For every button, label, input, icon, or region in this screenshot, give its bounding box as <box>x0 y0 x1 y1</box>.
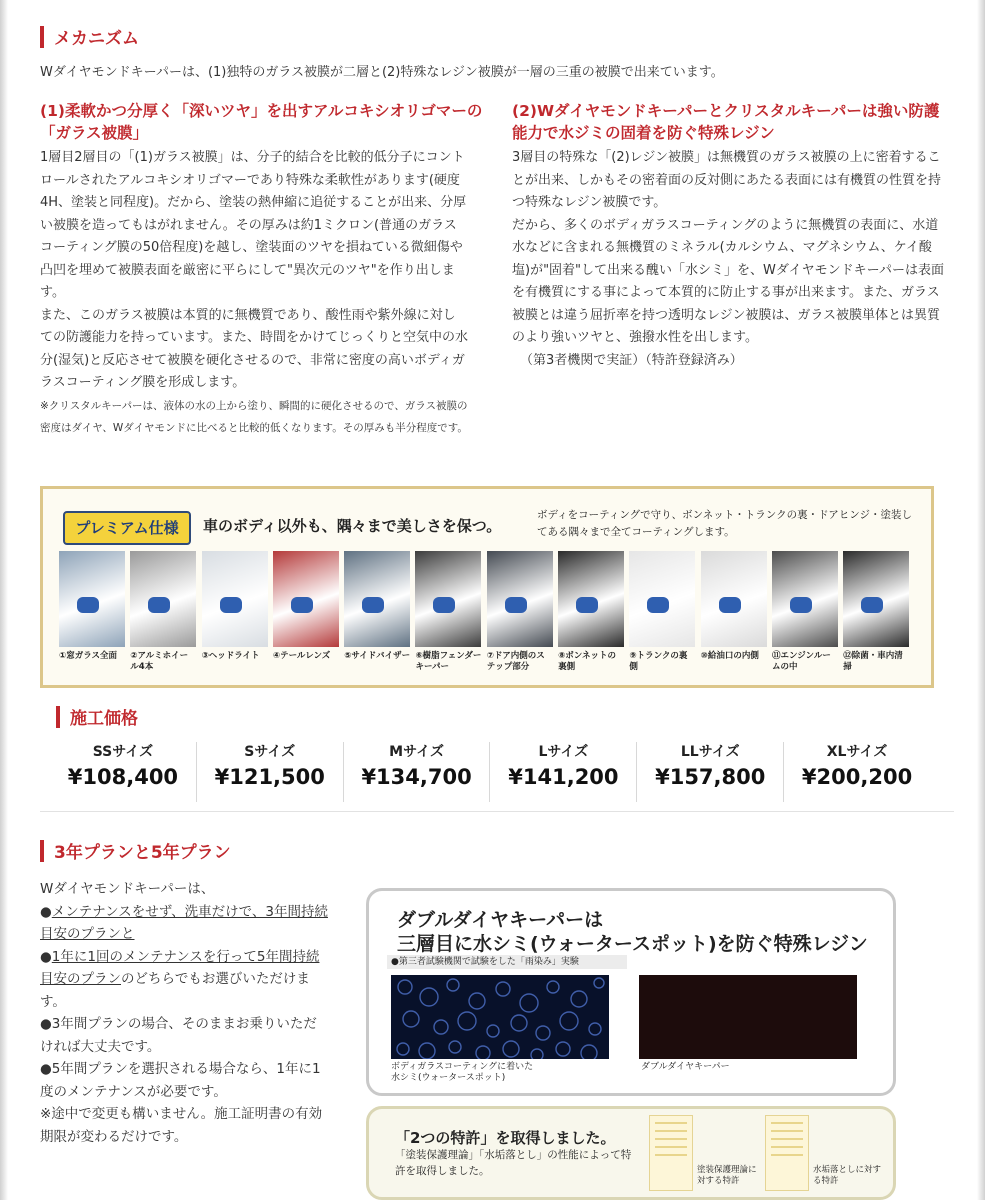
price-item <box>197 742 344 802</box>
premium-item <box>273 551 339 673</box>
certificate-image <box>765 1115 809 1191</box>
premium-item-photo <box>558 551 624 647</box>
premium-description: ボディをコーティングで守り、ボンネット・トランクの裏・ドアヒンジ・塗装してある隅々まで全てコーティングします。 <box>537 509 913 538</box>
premium-item-label: ⑤サイドバイザー <box>344 651 411 661</box>
premium-item-photo <box>843 551 909 647</box>
price-size: Lサイズ <box>538 744 589 760</box>
col1-body <box>40 147 468 439</box>
price-item <box>50 742 197 802</box>
price-size: Mサイズ <box>389 744 444 760</box>
premium-banner <box>40 486 934 688</box>
price-size: Sサイズ <box>244 744 296 760</box>
water-spot-photo <box>391 975 609 1059</box>
premium-item-label: ⑩給油口の内側 <box>700 651 759 661</box>
page-edge-right <box>977 0 985 1200</box>
panel-title-line2: 三層目に水シミ(ウォータースポット)を防ぐ特殊レジン <box>397 933 868 955</box>
premium-item-label: ⑥樹脂フェンダーキーパー <box>415 651 482 672</box>
panel-title-line1: ダブルダイヤキーパーは <box>397 909 604 931</box>
price-list <box>50 742 930 802</box>
plan-bullet-2-rest: のどちらでもお選びいただけます。 <box>40 971 310 1010</box>
price-item <box>490 742 637 802</box>
premium-item <box>701 551 767 673</box>
divider <box>40 811 954 812</box>
premium-item <box>558 551 624 673</box>
price-amount: ¥121,500 <box>214 765 325 789</box>
price-item <box>637 742 784 802</box>
section-title: 3年プランと5年プラン <box>54 843 231 863</box>
patent-description: 「塗装保護理論」「水垢落とし」の性能によって特許を取得しました。 <box>395 1149 632 1177</box>
patent-title: 「2つの特許」を取得しました。 <box>395 1129 616 1147</box>
plans-body <box>40 878 330 1148</box>
page-edge-left <box>0 0 8 1200</box>
price-amount: ¥141,200 <box>508 765 619 789</box>
heading-accent-bar <box>40 840 44 862</box>
premium-badge: プレミアム仕様 <box>63 511 191 545</box>
premium-item <box>59 551 125 673</box>
premium-item <box>130 551 196 673</box>
bullet: ● <box>40 948 52 965</box>
test-note: ●第三者試験機関で試験をした「雨染み」実験 <box>391 957 579 967</box>
section-heading-mechanism <box>40 24 139 49</box>
plan-bullet-4: ●5年間プランを選択される場合なら、1年に1度のメンテナンスが必要です。 <box>40 1061 321 1100</box>
premium-photo-row <box>59 551 915 673</box>
double-diamond-sample-photo <box>639 975 857 1059</box>
premium-tagline: 車のボディ以外も、隅々まで美しさを保つ。 <box>203 517 502 535</box>
price-amount: ¥134,700 <box>361 765 472 789</box>
premium-item-label: ⑧ボンネットの裏側 <box>558 651 617 672</box>
heading-accent-bar <box>40 26 44 48</box>
col1-title: (1)柔軟かつ分厚く「深いツヤ」を出すアルコキシオリゴマーの「ガラス被膜」 <box>40 102 483 142</box>
premium-item-photo <box>130 551 196 647</box>
plan-note: ※途中で変更も構いません。施工証明書の有効期限が変わるだけです。 <box>40 1106 323 1145</box>
double-diamond-panel <box>366 888 896 1096</box>
certificate-caption: 水垢落としに対する特許 <box>813 1165 882 1186</box>
premium-item-label: ⑨トランクの裏側 <box>629 651 688 672</box>
price-amount: ¥157,800 <box>655 765 766 789</box>
double-diamond-caption: ダブルダイヤキーパー <box>641 1062 730 1072</box>
water-spot-caption: ボディガラスコーティングに着いた水シミ(ウォータースポット) <box>391 1062 534 1083</box>
premium-item-label: ⑫除菌・車内清掃 <box>843 651 903 672</box>
price-item <box>344 742 491 802</box>
col2-paragraph-3: （第3者機関で実証）（特許登録済み） <box>520 352 743 368</box>
water-spot-texture <box>391 975 609 1059</box>
price-size: XLサイズ <box>826 744 888 760</box>
section-title: メカニズム <box>54 29 139 49</box>
premium-item-photo <box>415 551 481 647</box>
premium-item-photo <box>59 551 125 647</box>
premium-item-label: ③ヘッドライト <box>201 651 260 661</box>
premium-item <box>415 551 481 673</box>
premium-item-label: ④テールレンズ <box>272 651 331 661</box>
premium-item-label: ①窓ガラス全面 <box>59 651 117 661</box>
price-amount: ¥200,200 <box>801 765 913 789</box>
premium-item <box>344 551 410 673</box>
mechanism-intro: Wダイヤモンドキーパーは、(1)独特のガラス被膜が二層と(2)特殊なレジン被膜が一層の三重の被膜で出来ています。 <box>40 65 724 80</box>
col2-paragraph-1: 3層目の特殊な「(2)レジン被膜」は無機質のガラス被膜の上に密着することが出来、しかもその密着面の反対側にあたる表面には有機質の性質を持つ特殊なレジン被膜です。 <box>512 150 942 210</box>
col2-paragraph-2: だから、多くのボディガラスコーティングのように無機質の表面に、水道水などに含まれる無機質のミネラル(カルシウム、マグネシウム、ケイ酸塩)が"固着"して出来る醜い「水シミ」を、Wダイヤモンドキーパーは表面を有機質にする事によって本質的に防止する事が出来ます。また、ガラス被膜とは違う屈折率を持つ透明なレジン被膜は、ガラス被膜単体とは異質のより強いツヤと、強撥水性を出します。 <box>512 217 944 345</box>
col2-title: (2)Wダイヤモンドキーパーとクリスタルキーパーは強い防護能力で水ジミの固着を防ぐ特殊レジン <box>512 102 940 142</box>
premium-item-photo <box>202 551 268 647</box>
plan-bullet-3: ●3年間プランの場合、そのままお乗りいただければ大丈夫です。 <box>40 1016 317 1055</box>
heading-accent-bar <box>56 706 60 728</box>
premium-item-photo <box>273 551 339 647</box>
section-title: 施工価格 <box>70 709 138 729</box>
price-item <box>784 742 930 802</box>
certificate-caption: 塗装保護理論に対する特許 <box>697 1165 757 1186</box>
premium-item-photo <box>629 551 695 647</box>
premium-item <box>202 551 268 673</box>
premium-item <box>629 551 695 673</box>
price-amount: ¥108,400 <box>67 765 179 789</box>
premium-item-photo <box>344 551 410 647</box>
five-year-plan-link[interactable]: 1年に1回のメンテナンスを行って5年間持続目安のプラン <box>40 948 320 987</box>
col1-paragraph-2: また、このガラス被膜は本質的に無機質であり、酸性雨や紫外線に対しての防護能力を持っています。また、時間をかけてじっくりと空気中の水分(湿気)と反応させて被膜を硬化させるので、非常に密度の高いボディガラスコーティング膜を形成します。 <box>40 307 468 390</box>
premium-item-photo <box>772 551 838 647</box>
section-heading-pricing <box>56 704 138 729</box>
three-year-plan-link[interactable]: メンテナンスをせず、洗車だけで、3年間持続目安のプランと <box>40 903 328 942</box>
premium-item-photo <box>701 551 767 647</box>
plan-bullet-2 <box>40 946 330 1014</box>
col1-paragraph-1: 1層目2層目の「(1)ガラス被膜」は、分子的結合を比較的低分子にコントロールされたアルコキシオリゴマーであり特殊な柔軟性があります(硬度4H、塗装と同程度)。だから、塗装の熱伸縮に追従することが出来、分厚い被膜を造ってもはがれません。その厚みは約1ミクロン(普通のガラスコーティング膜の50倍程度)を越し、塗装面のツヤを損ねている微細傷や凸凹を埋めて被膜表面を厳密に平らにして"異次元のツヤ"を作り出します。 <box>40 150 467 300</box>
premium-item-photo <box>487 551 553 647</box>
premium-item <box>843 551 909 673</box>
premium-item <box>487 551 553 673</box>
plan-bullet-1 <box>40 901 330 946</box>
premium-item-label: ②アルミホイール4本 <box>130 651 189 672</box>
bullet: ● <box>40 903 52 920</box>
certificate-image <box>649 1115 693 1191</box>
price-size: SSサイズ <box>92 744 154 760</box>
premium-item-label: ⑦ドア内側のステップ部分 <box>486 651 545 672</box>
patent-panel <box>366 1106 896 1200</box>
premium-item <box>772 551 838 673</box>
col1-note: ※クリスタルキーパーは、液体の水の上から塗り、瞬間的に硬化させるので、ガラス被膜の密度はダイヤ、Wダイヤモンドに比べると比較的低くなります。その厚みも半分程度です。 <box>40 399 468 434</box>
premium-item-label: ⑪エンジンルームの中 <box>771 651 831 672</box>
col2-body <box>512 147 944 372</box>
plans-intro: Wダイヤモンドキーパーは、 <box>40 881 215 897</box>
price-size: LLサイズ <box>680 744 740 760</box>
section-heading-plans <box>40 838 231 863</box>
